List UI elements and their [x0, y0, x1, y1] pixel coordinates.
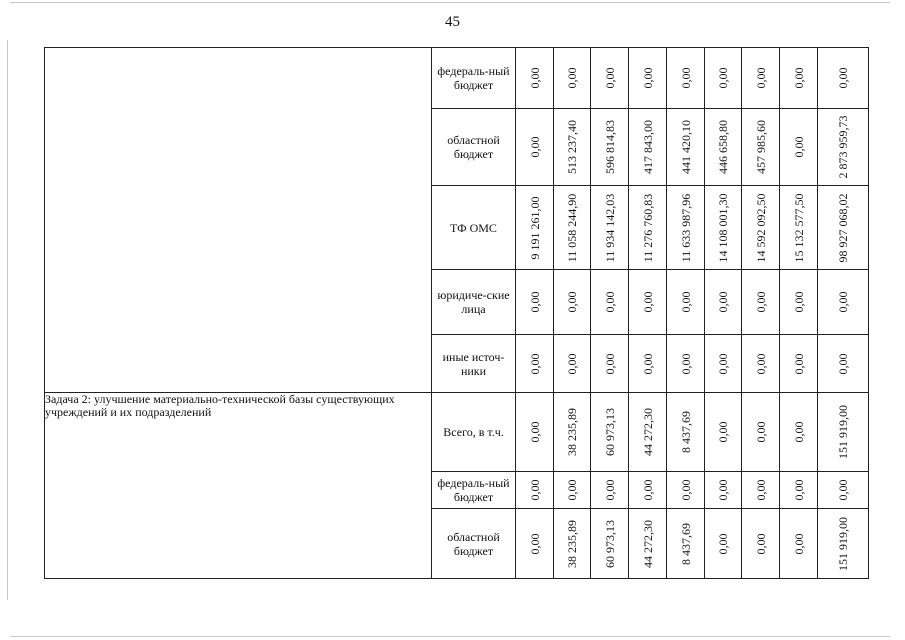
amount-value: 11 633 987,96 [678, 193, 693, 262]
amount-cell [667, 509, 705, 579]
amount-cell [705, 393, 742, 472]
amount-cell [818, 509, 869, 579]
amount-cell [780, 186, 818, 270]
amount-cell [516, 270, 554, 335]
task1-description-cell [45, 48, 432, 393]
amount-value: 0,00 [753, 533, 768, 554]
amount-cell [742, 509, 780, 579]
amount-cell [516, 393, 554, 472]
scan-edge-bottom [10, 636, 890, 637]
amount-value: 0,00 [716, 533, 730, 554]
amount-cell [554, 509, 591, 579]
amount-cell [667, 48, 705, 109]
amount-value: 0,00 [753, 421, 768, 443]
amount-cell [554, 472, 591, 509]
amount-value: 0,00 [791, 291, 806, 313]
amount-value: 0,00 [527, 353, 542, 374]
amount-cell [742, 393, 780, 472]
amount-value: 0,00 [716, 67, 730, 89]
amount-cell [591, 472, 629, 509]
amount-cell [742, 472, 780, 509]
amount-cell [742, 48, 780, 109]
amount-cell [516, 109, 554, 186]
amount-value: 0,00 [640, 353, 655, 374]
scan-edge-left [7, 40, 8, 600]
amount-value: 441 420,10 [678, 120, 693, 174]
amount-value: 0,00 [791, 533, 806, 554]
amount-cell [554, 335, 591, 393]
amount-value: 44 272,30 [640, 519, 655, 568]
amount-cell [629, 393, 667, 472]
amount-value: 0,00 [791, 353, 806, 374]
amount-value: 0,00 [791, 479, 806, 501]
amount-value: 0,00 [527, 67, 542, 89]
amount-cell [554, 109, 591, 186]
amount-value: 0,00 [753, 291, 768, 313]
amount-value: 44 272,30 [640, 408, 655, 456]
amount-value: 0,00 [791, 67, 806, 89]
amount-cell [667, 270, 705, 335]
scan-edge-top [10, 2, 890, 3]
amount-value: 0,00 [716, 421, 730, 443]
amount-value: 0,00 [565, 67, 579, 89]
amount-cell [818, 48, 869, 109]
amount-value: 0,00 [527, 479, 542, 501]
amount-cell [629, 335, 667, 393]
amount-cell [780, 48, 818, 109]
amount-cell [705, 109, 742, 186]
amount-cell [591, 186, 629, 270]
task2-description-cell: Задача 2: улучшение материально-технической базы существующих учреждений и их подразделений [45, 393, 432, 579]
amount-value: 2 873 959,73 [836, 115, 850, 179]
amount-cell [516, 335, 554, 393]
amount-value: 0,00 [527, 136, 542, 158]
amount-value: 0,00 [602, 67, 617, 89]
amount-cell [667, 186, 705, 270]
amount-cell [629, 472, 667, 509]
amount-value: 0,00 [565, 291, 579, 313]
amount-value: 0,00 [640, 479, 655, 501]
amount-cell [705, 186, 742, 270]
amount-cell [818, 186, 869, 270]
amount-value: 60 973,13 [602, 519, 617, 568]
amount-cell [591, 335, 629, 393]
amount-cell [742, 109, 780, 186]
amount-value: 11 276 760,83 [640, 193, 655, 262]
amount-value: 9 191 261,00 [527, 196, 542, 259]
amount-cell [818, 472, 869, 509]
amount-cell [667, 472, 705, 509]
amount-value: 15 132 577,50 [791, 193, 806, 262]
amount-cell [516, 48, 554, 109]
funding-source-cell: юридиче-ские лица [432, 270, 516, 335]
amount-value: 0,00 [753, 353, 768, 374]
amount-cell [780, 393, 818, 472]
amount-cell [705, 472, 742, 509]
amount-value: 0,00 [678, 291, 693, 313]
amount-value: 417 843,00 [640, 120, 655, 174]
amount-cell [516, 509, 554, 579]
amount-cell [591, 393, 629, 472]
amount-value: 14 108 001,30 [716, 193, 730, 262]
amount-cell [629, 109, 667, 186]
amount-cell [742, 186, 780, 270]
amount-cell [667, 109, 705, 186]
amount-value: 446 658,80 [716, 120, 730, 174]
amount-value: 0,00 [753, 479, 768, 501]
amount-value: 0,00 [640, 291, 655, 313]
amount-value: 98 927 068,02 [836, 193, 850, 262]
funding-source-cell: федераль-ный бюджет [432, 472, 516, 509]
amount-cell [554, 393, 591, 472]
amount-cell [591, 109, 629, 186]
amount-cell [629, 509, 667, 579]
amount-value: 0,00 [565, 353, 579, 374]
amount-cell [629, 270, 667, 335]
amount-value: 0,00 [602, 291, 617, 313]
amount-cell [742, 270, 780, 335]
amount-value: 0,00 [640, 67, 655, 89]
amount-value: 38 235,89 [565, 519, 579, 568]
amount-value: 11 058 244,90 [565, 193, 579, 262]
amount-value: 0,00 [602, 353, 617, 374]
amount-cell [591, 509, 629, 579]
amount-value: 0,00 [836, 353, 850, 374]
amount-value: 513 237,40 [565, 120, 579, 174]
amount-value: 457 985,60 [753, 120, 768, 174]
amount-cell [591, 48, 629, 109]
amount-value: 0,00 [716, 291, 730, 313]
amount-value: 0,00 [836, 479, 850, 501]
amount-cell [818, 270, 869, 335]
amount-value: 151 919,00 [836, 405, 850, 459]
amount-value: 0,00 [836, 67, 850, 89]
amount-value: 0,00 [791, 136, 806, 158]
amount-cell [705, 270, 742, 335]
amount-value: 0,00 [527, 291, 542, 313]
funding-source-cell: областной бюджет [432, 109, 516, 186]
funding-source-cell: федераль-ный бюджет [432, 48, 516, 109]
amount-cell [818, 109, 869, 186]
amount-value: 0,00 [678, 479, 693, 501]
budget-table [44, 47, 869, 579]
amount-value: 0,00 [716, 353, 730, 374]
amount-cell [780, 109, 818, 186]
amount-cell [705, 48, 742, 109]
amount-value: 0,00 [565, 479, 579, 501]
amount-value: 11 934 142,03 [602, 193, 617, 262]
amount-value: 0,00 [602, 479, 617, 501]
amount-value: 0,00 [527, 533, 542, 554]
amount-cell [554, 48, 591, 109]
amount-cell [780, 270, 818, 335]
funding-source-cell: ТФ ОМС [432, 186, 516, 270]
amount-value: 38 235,89 [565, 408, 579, 456]
amount-cell [554, 270, 591, 335]
amount-cell [818, 335, 869, 393]
amount-cell [705, 335, 742, 393]
amount-cell [591, 270, 629, 335]
funding-source-cell: Всего, в т.ч. [432, 393, 516, 472]
amount-cell [516, 186, 554, 270]
amount-value: 0,00 [527, 421, 542, 443]
amount-cell [629, 48, 667, 109]
amount-cell [780, 472, 818, 509]
amount-value: 14 592 092,50 [753, 193, 768, 262]
page-number: 45 [445, 14, 460, 30]
amount-value: 0,00 [716, 479, 730, 501]
amount-cell [629, 186, 667, 270]
amount-value: 0,00 [678, 353, 693, 374]
amount-cell [705, 509, 742, 579]
amount-value: 151 919,00 [836, 516, 850, 571]
amount-value: 60 973,13 [602, 408, 617, 456]
funding-source-cell: иные источ-ники [432, 335, 516, 393]
amount-value: 8 437,69 [678, 411, 693, 453]
amount-cell [667, 393, 705, 472]
amount-cell [667, 335, 705, 393]
amount-value: 0,00 [791, 421, 806, 443]
amount-cell [780, 335, 818, 393]
amount-value: 596 814,83 [602, 120, 617, 174]
funding-source-cell: областной бюджет [432, 509, 516, 579]
amount-cell [818, 393, 869, 472]
amount-cell [780, 509, 818, 579]
amount-value: 0,00 [678, 67, 693, 89]
amount-cell [742, 335, 780, 393]
table-row [45, 393, 869, 472]
table-row [45, 48, 869, 109]
amount-cell [516, 472, 554, 509]
amount-value: 8 437,69 [678, 522, 693, 565]
amount-value: 0,00 [836, 291, 850, 313]
amount-cell [554, 186, 591, 270]
amount-value: 0,00 [753, 67, 768, 89]
